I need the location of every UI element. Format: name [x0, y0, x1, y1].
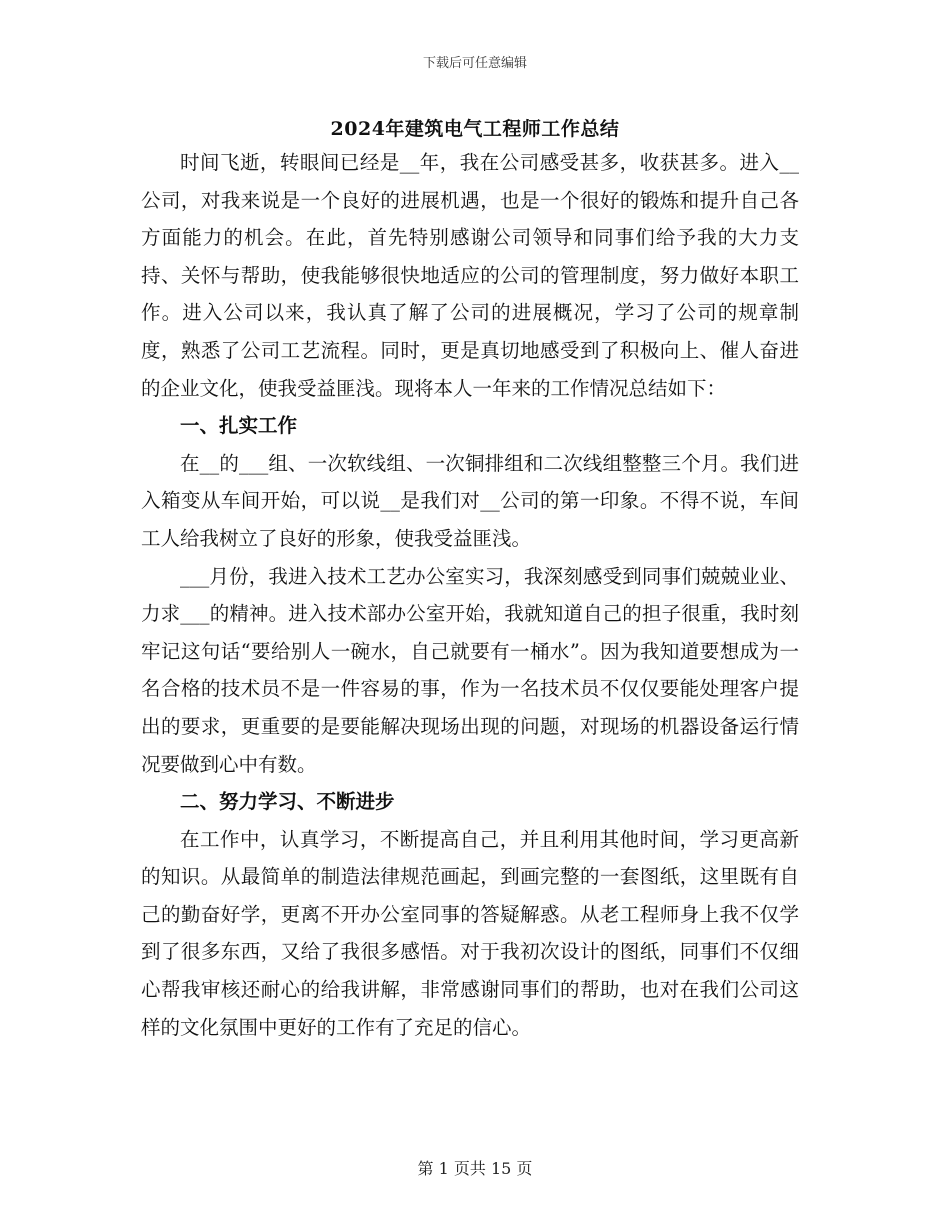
intro-paragraph: 时间飞逝，转眼间已经是__年，我在公司感受甚多，收获甚多。进入__公司，对我来说是一个良好的进展机遇，也是一个很好的锻炼和提升自己各方面能力的机会。在此，首先特别感谢公司领导和同事们给予我的大力支持、关怀与帮助，使我能够很快地适应的公司的管理制度，努力做好本职工作。进入公司以来，我认真了解了公司的进展概况，学习了公司的规章制度，熟悉了公司工艺流程。同时，更是真切地感受到了积极向上、催人奋进的企业文化，使我受益匪浅。现将本人一年来的工作情况总结如下：	[141, 151, 799, 400]
section-heading-1: 一、扎实工作	[180, 414, 298, 438]
page-header-note: 下载后可任意编辑	[422, 56, 527, 71]
document-title: 2024年建筑电气工程师工作总结	[330, 118, 620, 140]
document-body	[141, 144, 799, 1046]
section2-paragraph-1: 在工作中，认真学习，不断提高自己，并且利用其他时间，学习更高新的知识。从最简单的制造法律规范画起，到画完整的一套图纸，这里既有自己的勤奋好学，更离不开办公室同事的答疑解惑。从老工程师身上我不仅学到了很多东西，又给了我很多感悟。对于我初次设计的图纸，同事们不仅细心帮我审核还耐心的给我讲解，非常感谢同事们的帮助，也对在我们公司这样的文化氛围中更好的工作有了充足的信心。	[141, 827, 799, 1039]
section1-paragraph-1: 在__的___组、一次软线组、一次铜排组和二次线组整整三个月。我们进入箱变从车间开始，可以说__是我们对__公司的第一印象。不得不说，车间工人给我树立了良好的形象，使我受益匪浅。	[141, 451, 799, 550]
section1-paragraph-2: ___月份，我进入技术工艺办公室实习，我深刻感受到同事们兢兢业业、力求___的精神。进入技术部办公室开始，我就知道自己的担子很重，我时刻牢记这句话“要给别人一碗水，自己就要有一桶水”。因为我知道要想成为一名合格的技术员不是一件容易的事，作为一名技术员不仅仅要能处理客户提出的要求，更重要的是要能解决现场出现的问题，对现场的机器设备运行情况要做到心中有数。	[141, 564, 799, 776]
page-number-footer: 第 1 页共 15 页	[417, 1159, 533, 1178]
section-heading-2: 二、努力学习、不断进步	[180, 790, 395, 814]
